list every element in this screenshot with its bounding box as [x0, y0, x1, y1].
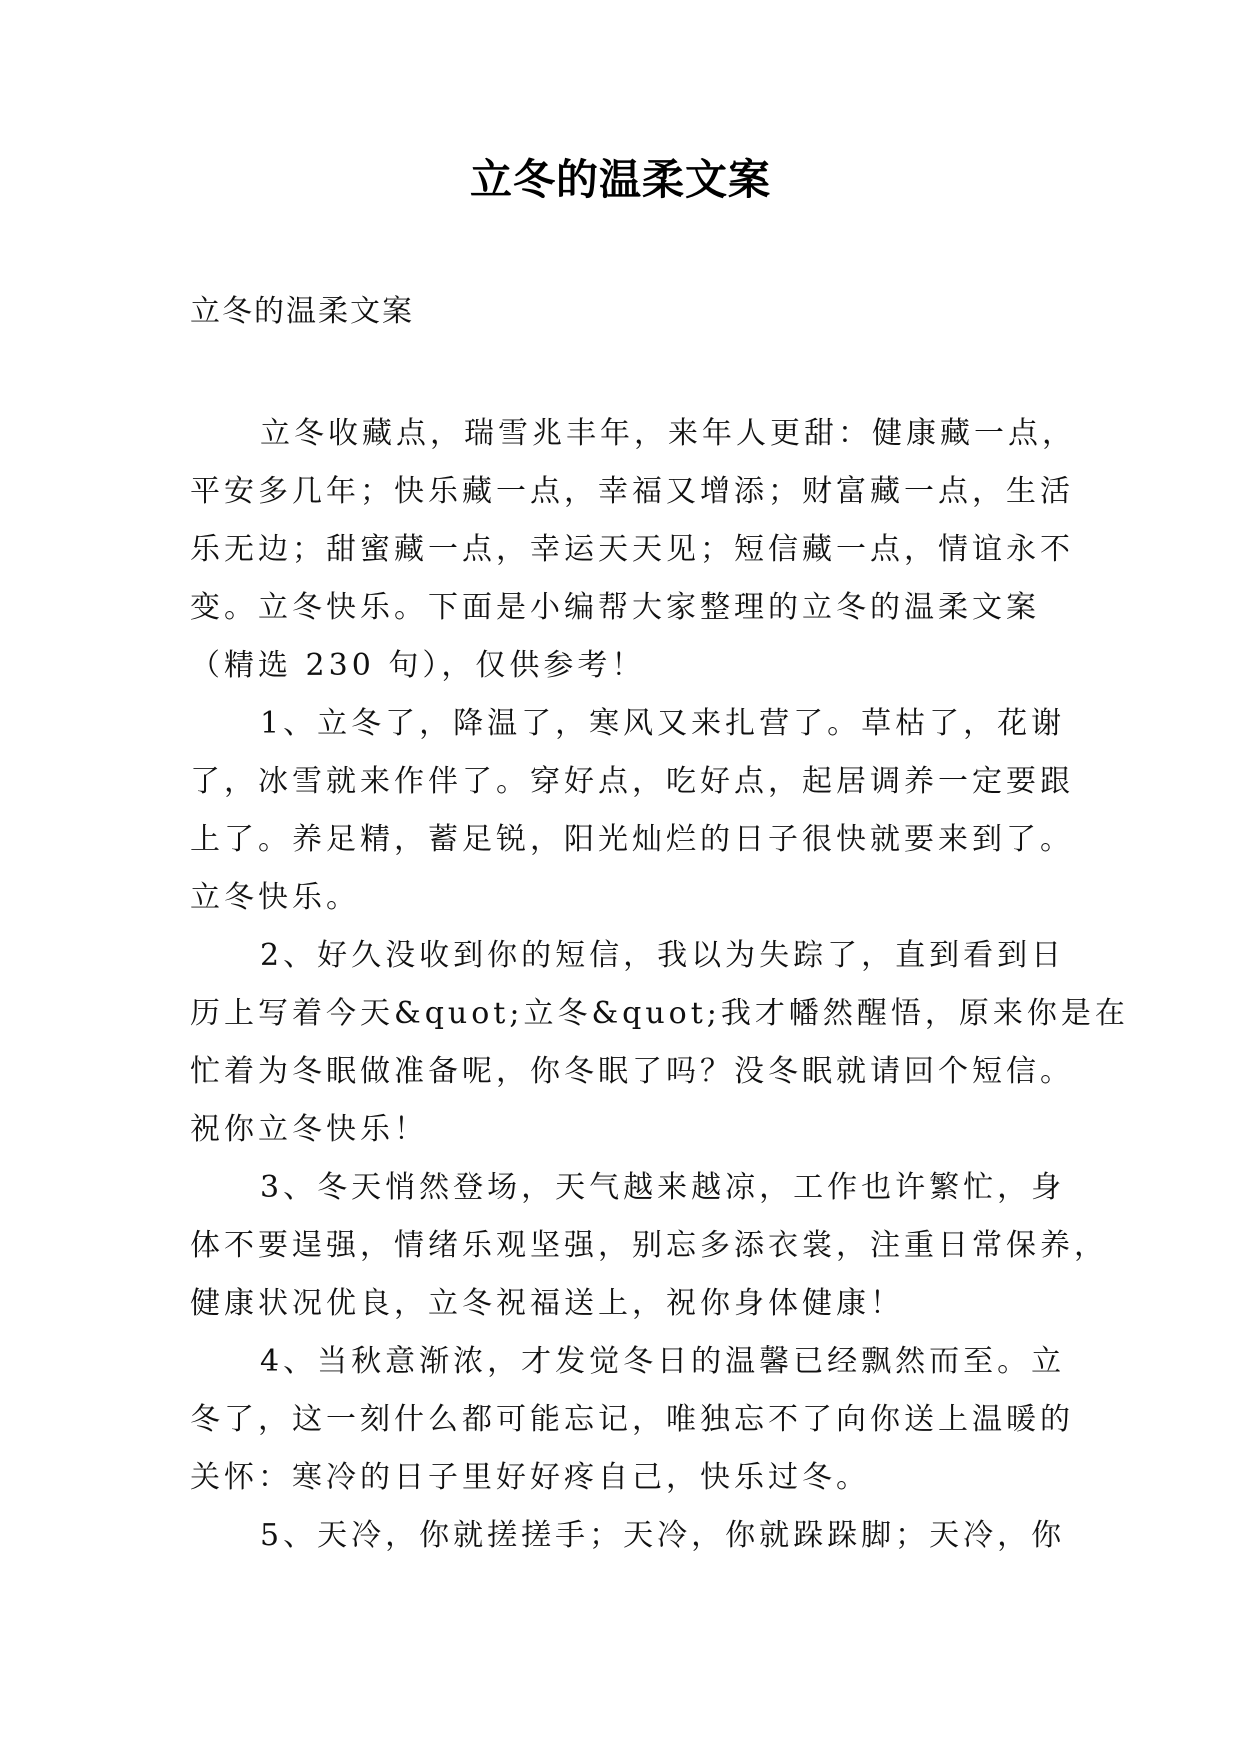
text-line: 3、冬天悄然登场，天气越来越凉，工作也许繁忙，身: [260, 1170, 1066, 1205]
document-body: [190, 405, 1129, 1565]
text-line: 了，冰雪就来作伴了。穿好点，吃好点，起居调养一定要跟: [190, 764, 1074, 799]
text-line: 忙着为冬眠做准备呢，你冬眠了吗？没冬眠就请回个短信。: [190, 1054, 1074, 1089]
text-line: 4、当秋意渐浓，才发觉冬日的温馨已经飘然而至。立: [260, 1344, 1066, 1379]
text-line: 体不要逞强，情绪乐观坚强，别忘多添衣裳，注重日常保养，: [190, 1228, 1108, 1263]
text-line: 2、好久没收到你的短信，我以为失踪了，直到看到日: [260, 938, 1066, 973]
text-line: 5、天冷，你就搓搓手；天冷，你就跺跺脚；天冷，你: [260, 1518, 1066, 1553]
text-line: 变。立冬快乐。下面是小编帮大家整理的立冬的温柔文案: [190, 590, 1040, 625]
text-line: 祝你立冬快乐！: [190, 1112, 428, 1147]
text-line: 历上写着今天&quot;立冬&quot;我才幡然醒悟，原来你是在: [190, 996, 1129, 1031]
text-line: 立冬收藏点，瑞雪兆丰年，来年人更甜：健康藏一点，: [260, 416, 1076, 451]
text-line: 乐无边；甜蜜藏一点，幸运天天见；短信藏一点，情谊永不: [190, 532, 1074, 567]
text-line: 立冬快乐。: [190, 880, 360, 915]
document-title: 立冬的温柔文案: [469, 155, 771, 204]
text-line: （精选 230 句），仅供参考！: [190, 648, 646, 683]
text-line: 冬了，这一刻什么都可能忘记，唯独忘不了向你送上温暖的: [190, 1402, 1074, 1437]
text-line: 健康状况优良，立冬祝福送上，祝你身体健康！: [190, 1286, 904, 1321]
text-line: 1、立冬了，降温了，寒风又来扎营了。草枯了，花谢: [260, 706, 1066, 741]
document-subtitle: 立冬的温柔文案: [190, 294, 414, 329]
text-line: 关怀：寒冷的日子里好好疼自己，快乐过冬。: [190, 1460, 870, 1495]
text-line: 平安多几年；快乐藏一点，幸福又增添；财富藏一点，生活: [190, 474, 1074, 509]
text-line: 上了。养足精，蓄足锐，阳光灿烂的日子很快就要来到了。: [190, 822, 1074, 857]
